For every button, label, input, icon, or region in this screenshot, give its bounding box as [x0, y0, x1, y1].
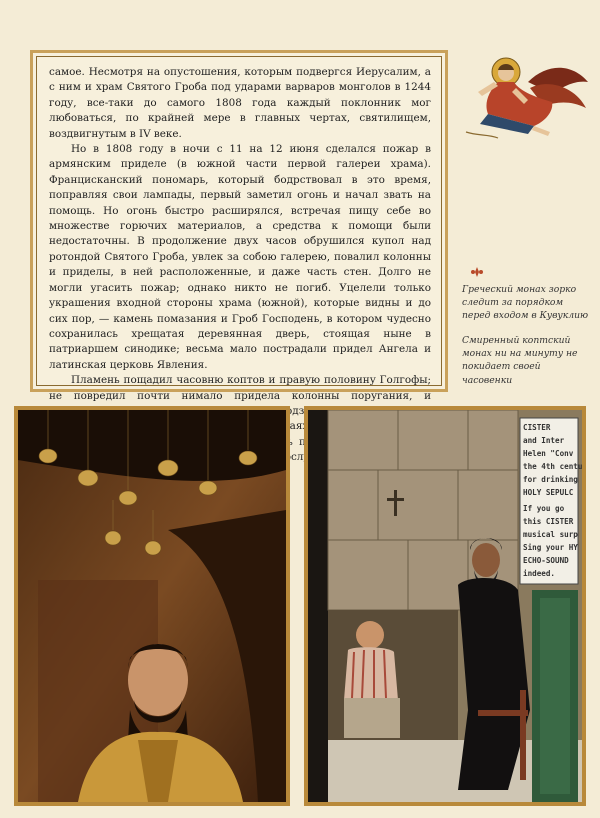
caption-greek-monk: Греческий монах зорко следит за порядком перед входом в Кувуклию: [462, 284, 589, 322]
caption-coptic-monk: Смиренный коптский монах ни на минуту не покидает своей часовенки: [462, 335, 578, 386]
sign-line: If you go: [523, 504, 565, 513]
sign-line: and Inter: [523, 436, 565, 445]
fleuron-icon: [470, 266, 484, 278]
photo-greek-monk-image: [18, 410, 286, 802]
sign-line: this CISTER: [523, 517, 574, 526]
sign-line: Sing your HY: [523, 543, 578, 552]
photo-coptic-monk: [304, 406, 586, 806]
angel-illustration: [458, 52, 592, 144]
sign-line: for drinking: [523, 475, 578, 484]
sign-line: the 4th centu: [523, 462, 582, 471]
sign-line: Helen "Conv: [523, 449, 574, 458]
sign-line: ECHO-SOUND: [523, 556, 569, 565]
article-paragraph-1: самое. Несмотря на опустошения, которым подвергся Иерусалим, а с ним и храм Святого Гроба под ударами варваров монголов в 1244 году, все-таки до самого 1808 года каждый поклонник мог любоваться, по крайней мере в главных чертах, святилищем, воздвигнутым в IV веке.: [49, 66, 431, 140]
sign-line: musical surp: [523, 530, 578, 539]
article-paragraph-3: Пламень пощадил часовню коптов и правую половину Голгофы; не повредил почти нимало придела колонны поругания, и: [49, 374, 431, 402]
sign-line: CISTER: [523, 423, 551, 432]
sign-line: HOLY SEPULC: [523, 488, 574, 497]
article-text-frame: [30, 50, 448, 402]
article-paragraph-2: Но в 1808 году в ночи с 11 на 12 июня сделался пожар в армянским приделе (в южной части первой галереи храма). Францисканский пономарь, который бодрствовал в это время, поправляя свои лампады, первый заметил огонь и начал звать на помощь. Но огонь быстро расширялся, встречая пищу себе во множестве горючих материалов, а средства к помощи были недостаточны. В продолжение двух часов обрушился купол над ротондой Святого Гроба, увлек за собою галерею, повалил колонны и приделы, в ней расположенные, и даже часть стен. Долго не могли угасить пожар; однако никто не погиб. Уцелели только украшения входной стороны храма (южной), которые видны и до сих пор, — камень помазания и Гроб Господень, в котором чудесно сохранилась хрещатая деревянная дверь, стоящая ныне в патриаршем синодике; весьма мало пострадали придел Ангела и латинская церковь Явления.: [49, 143, 431, 371]
photo-greek-monk: [14, 406, 290, 806]
photo-coptic-monk-image: [308, 410, 582, 802]
sign-line: indeed.: [523, 569, 556, 578]
